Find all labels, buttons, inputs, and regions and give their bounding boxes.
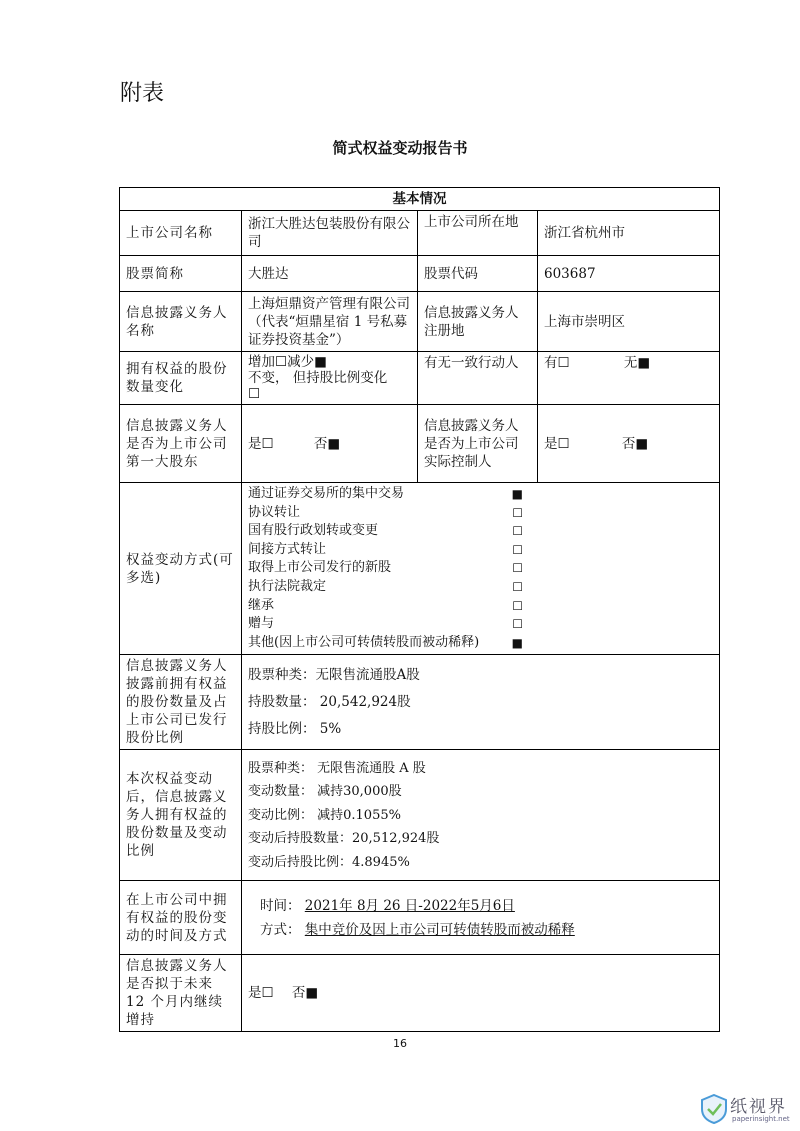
mode-prefix: 方式： [260, 921, 301, 938]
controller-options [538, 405, 720, 483]
time-values [242, 881, 720, 955]
obligor-reg-value: 上海市崇明区 [538, 292, 720, 352]
before-values [242, 655, 720, 750]
before-label: 信息披露义务人披露前拥有权益的股份数量及占上市公司已发行股份比例 [120, 655, 242, 750]
before-type: 股票种类：无限售流通股A股 [248, 666, 420, 683]
company-location-label: 上市公司所在地 [418, 211, 538, 256]
time-line [260, 894, 713, 918]
method-item-text: 通过证券交易所的集中交易 [248, 486, 405, 501]
change-line-3: ☐ [248, 386, 261, 402]
method-item-text: 间接方式转让 [248, 541, 327, 557]
largest-holder-no: 否■ [313, 435, 341, 452]
method-item-text: 国有股行政划转或变更 [248, 523, 379, 539]
time-prefix: 时间： [260, 897, 301, 914]
mode-line [260, 918, 713, 942]
method-item [248, 504, 713, 523]
after-label: 本次权益变动后，信息披露义务人拥有权益的股份数量及变动比例 [120, 750, 242, 881]
page-number: 16 [393, 1037, 407, 1050]
after-change-qty: 变动数量： 减持30,000股 [248, 784, 402, 800]
controller-label: 信息披露义务人是否为上市公司实际控制人 [418, 405, 538, 483]
method-label: 权益变动方式(可多选) [120, 483, 242, 655]
method-item [248, 485, 713, 504]
watermark-shield-icon [700, 1094, 728, 1124]
time-value: 2021年 8月 26 日-2022年5月6日 [304, 897, 515, 914]
method-item-checkbox: ☐ [512, 617, 523, 632]
method-item-text: 其他(因上市公司可转债转股而被动稀释) [248, 634, 480, 650]
method-item [248, 541, 713, 560]
method-item-checkbox: ☐ [512, 505, 523, 520]
method-item-text: 执行法院裁定 [248, 578, 327, 594]
method-item-text: 取得上市公司发行的新股 [248, 560, 392, 576]
change-line-1: 增加☐减少■ [248, 354, 327, 370]
after-change-ratio: 变动比例： 减持0.1055% [248, 807, 401, 823]
method-options [242, 483, 720, 655]
future-no: 否■ [291, 985, 319, 1002]
after-qty: 变动后持股数量：20,512,924股 [248, 831, 440, 847]
method-item-text: 协议转让 [248, 504, 301, 520]
obligor-reg-label: 信息披露义务人注册地 [418, 292, 538, 352]
company-name-value: 浙江大胜达包装股份有限公司 [242, 211, 418, 256]
watermark-sub: paperinsight.net [732, 1115, 790, 1123]
method-item-checkbox: ☐ [512, 579, 523, 594]
concert-no: 无■ [623, 355, 651, 371]
before-qty: 持股数量： 20,542,924股 [248, 693, 411, 710]
method-list [248, 485, 713, 652]
method-item-checkbox: ☐ [512, 524, 523, 539]
largest-holder-label: 信息披露义务人是否为上市公司第一大股东 [120, 405, 242, 483]
method-item [248, 615, 713, 634]
after-type: 股票种类： 无限售流通股 A 股 [248, 760, 426, 776]
method-item-text: 继承 [248, 597, 275, 613]
method-item [248, 634, 713, 653]
future-label: 信息披露义务人是否拟于未来 12 个月内继续增持 [120, 955, 242, 1032]
method-item-text: 赠与 [248, 616, 275, 632]
method-item-checkbox: ☐ [512, 561, 523, 576]
controller-yes: 是☐ [544, 435, 570, 452]
future-options [242, 955, 720, 1032]
largest-holder-options [242, 405, 418, 483]
method-item [248, 559, 713, 578]
controller-no: 否■ [621, 435, 649, 452]
method-item [248, 597, 713, 616]
concert-options [538, 352, 720, 405]
before-ratio: 持股比例： 5% [248, 720, 342, 737]
stock-abbr-label: 股票简称 [120, 256, 242, 292]
change-line-2: 不变， 但持股比例变化 [248, 370, 388, 386]
section-header: 基本情况 [120, 188, 720, 211]
obligor-name-label: 信息披露义务人名称 [120, 292, 242, 352]
company-name-label: 上市公司名称 [120, 211, 242, 256]
concert-label: 有无一致行动人 [418, 352, 538, 405]
future-yes: 是☐ [248, 985, 274, 1002]
stock-code-label: 股票代码 [418, 256, 538, 292]
obligor-name-value: 上海烜鼎资产管理有限公司（代表“烜鼎星宿 1 号私募 证券投资基金”） [242, 292, 418, 352]
method-item-checkbox: ■ [511, 635, 523, 650]
stock-abbr-value: 大胜达 [242, 256, 418, 292]
method-item [248, 578, 713, 597]
method-item-checkbox: ■ [511, 487, 523, 501]
company-location-value: 浙江省杭州市 [538, 211, 720, 256]
time-label: 在上市公司中拥有权益的股份变动的时间及方式 [120, 881, 242, 955]
basic-info-table [119, 187, 720, 1032]
concert-yes: 有☐ [544, 355, 570, 371]
after-values [242, 750, 720, 881]
watermark-logo [700, 1090, 800, 1128]
largest-holder-yes: 是☐ [248, 435, 274, 452]
appendix-label: 附表 [120, 81, 165, 106]
change-options [242, 352, 418, 405]
watermark-text: 纸视界 [730, 1097, 787, 1117]
stock-code-value: 603687 [538, 256, 720, 292]
mode-value: 集中竞价及因上市公司可转债转股而被动稀释 [304, 921, 575, 938]
change-label: 拥有权益的股份数量变化 [120, 352, 242, 405]
method-item [248, 522, 713, 541]
report-title: 简式权益变动报告书 [332, 139, 468, 157]
after-ratio: 变动后持股比例：4.8945% [248, 854, 410, 870]
method-item-checkbox: ☐ [512, 542, 523, 557]
method-item-checkbox: ☐ [512, 598, 523, 613]
